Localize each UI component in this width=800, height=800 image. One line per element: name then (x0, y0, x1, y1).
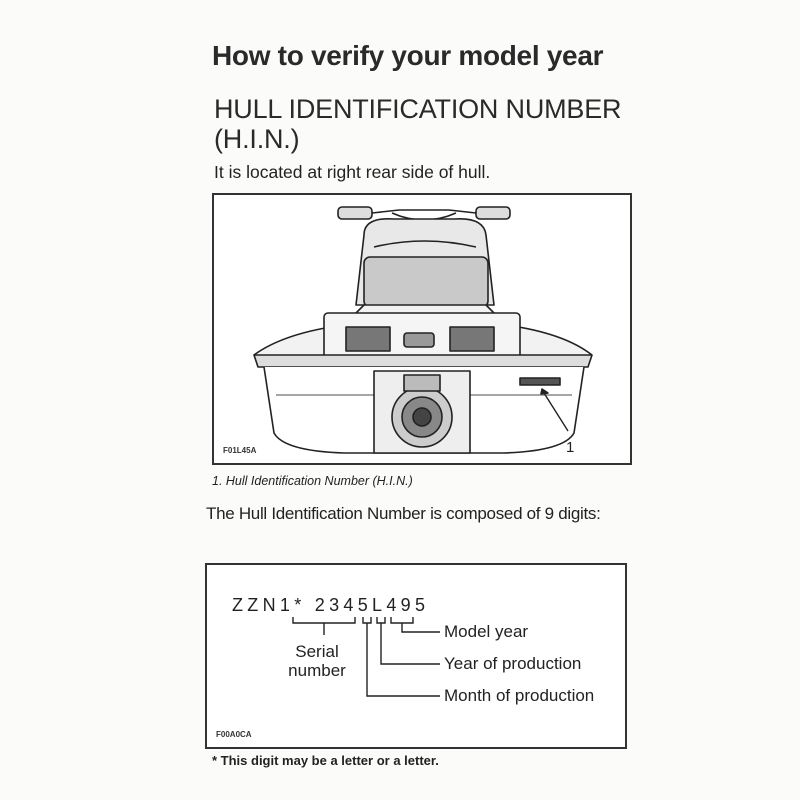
month-of-production-label: Month of production (444, 686, 595, 705)
figure-code: F00A0CA (216, 730, 252, 739)
watercraft-illustration (214, 195, 630, 463)
footnote: * This digit may be a letter or a letter. (212, 753, 439, 768)
hin-diagram (205, 563, 627, 749)
hin-heading: HULL IDENTIFICATION NUMBER (H.I.N.) (214, 94, 622, 154)
location-text: It is located at right rear side of hull. (214, 162, 491, 182)
hin-example: ZZN1* 2345L495 (232, 595, 430, 615)
callout-number: 1 (566, 439, 575, 456)
serial-number-label: Serial number (288, 642, 346, 680)
year-of-production-label: Year of production (444, 654, 582, 673)
figure-code: F01L45A (223, 446, 257, 455)
composition-text: The Hull Identification Number is composed of 9 digits: (206, 504, 601, 523)
watercraft-figure (212, 193, 632, 465)
model-year-label: Model year (444, 622, 529, 641)
figure-caption: 1. Hull Identification Number (H.I.N.) (212, 474, 413, 488)
page-title: How to verify your model year (212, 40, 604, 71)
